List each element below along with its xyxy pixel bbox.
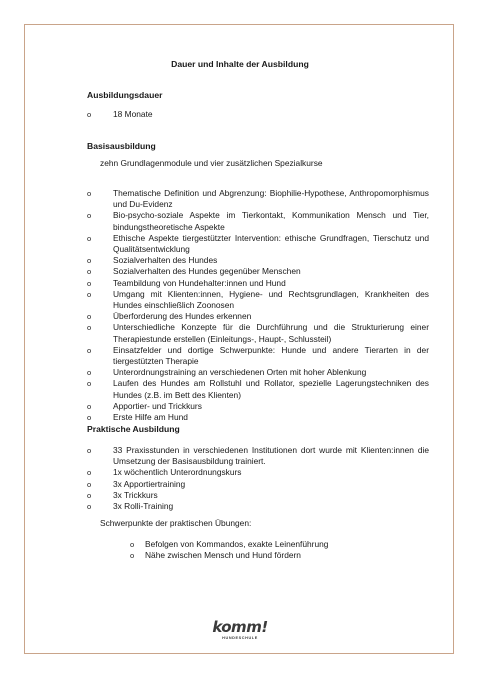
list-item-text: Überforderung des Hundes erkennen [113,311,252,322]
list-item-text: 3x Apportiertraining [113,478,186,489]
bullet-marker: o [87,278,92,288]
list-item [87,233,429,255]
list-item [87,501,429,512]
list-item-text: Unterschiedliche Konzepte für die Durchführung und die Strukturierung einer Therapiestunde erstellen (Einleitungs-, Haupt-, Schlussteil) [113,322,429,344]
list-item [87,289,429,311]
bullet-marker: o [87,323,92,333]
list-item [87,378,429,400]
document-title: Dauer und Inhalte der Ausbildung [171,59,309,69]
list-item [87,445,429,467]
list-item-text: Umgang mit Klienten:innen, Hygiene- und Rechtsgrundlagen, Krankheiten des Hundes einschließlich Zoonosen [113,288,429,311]
list-item [87,490,429,501]
bullet-marker: o [87,468,92,478]
list-item-text: Apportier- und Trickkurs [113,400,202,411]
list-item [87,188,429,210]
basis-intro: zehn Grundlagenmodule und vier zusätzlichen Spezialkurse [100,158,323,168]
schwerpunkte-label: Schwerpunkte der praktischen Übungen: [100,518,252,528]
bullet-marker: o [87,233,92,243]
list-item-text: 3x Rolli-Training [113,501,174,512]
bullet-marker: o [87,446,92,455]
list-item-text: Erste Hilfe am Hund [113,412,188,423]
list-item [87,467,429,478]
heading-praktische-ausbildung: Praktische Ausbildung [87,424,180,434]
bullet-marker: o [87,211,92,221]
list-item-text: Laufen des Hundes am Rollstuhl und Rollator, spezielle Lagerungstechniken des Hundes (z.B. im Bett des Klienten) [113,378,429,400]
list-item [87,109,429,120]
bullet-marker: o [87,267,92,277]
bullet-marker: o [87,490,92,500]
list-item [87,479,429,490]
list-praxis [87,445,429,512]
list-item [87,278,429,289]
list-item-text: Sozialverhalten des Hundes [113,255,218,266]
list-item-text: Befolgen von Kommandos, exakte Leinenführung [145,539,329,549]
list-item-text: 33 Praxisstunden in verschiedenen Institutionen dort wurde mit Klienten:innen die Umsetzung der Basisausbildung trainiert. [113,445,429,467]
bullet-marker: o [87,401,92,411]
list-item-text: Thematische Definition und Abgrenzung: Biophilie-Hypothese, Anthropomorphismus und Du-Evidenz [113,188,429,210]
list-item [87,412,429,423]
heading-basisausbildung: Basisausbildung [87,141,156,151]
list-item [130,539,400,550]
bullet-marker: o [87,368,92,378]
list-item [130,550,400,561]
list-item-text: Teambildung von Hundehalter:innen und Hund [113,277,286,288]
list-item-text: Einsatzfelder und dortige Schwerpunkte: Hunde und andere Tierarten in der tiergestützten Therapie [113,344,429,367]
list-item-text: Bio-psycho-soziale Aspekte im Tierkontakt, Kommunikation Mensch und Tier, bindungstheoretische Aspekte [113,210,429,232]
logo-tagline: HUNDESCHULE [222,636,258,640]
bullet-marker: o [87,379,92,389]
list-item [87,345,429,367]
bullet-marker: o [87,110,92,119]
list-item-text: 3x Trickkurs [113,489,158,500]
list-item [87,311,429,322]
bullet-marker: o [87,256,92,266]
bullet-marker: o [87,413,92,423]
list-item-text: 18 Monate [113,109,153,119]
heading-ausbildungsdauer: Ausbildungsdauer [87,90,163,100]
list-item [87,367,429,378]
list-item [87,255,429,266]
list-item [87,322,429,344]
list-item [87,210,429,232]
list-item-text: Sozialverhalten des Hundes gegenüber Menschen [113,266,301,277]
bullet-marker: o [87,502,92,512]
logo-wordmark: komm! [212,618,268,636]
list-item [87,266,429,277]
bullet-marker: o [87,345,92,355]
list-dauer [87,109,429,120]
list-item-text: Unterordnungstraining an verschiedenen Orten mit hoher Ablenkung [113,367,367,378]
bullet-marker: o [130,540,135,549]
bullet-marker: o [87,189,92,198]
list-item-text: Nähe zwischen Mensch und Hund fördern [145,550,301,561]
list-basis [87,188,429,423]
logo [0,620,480,640]
bullet-marker: o [130,551,135,561]
bullet-marker: o [87,289,92,299]
bullet-marker: o [87,479,92,489]
list-item [87,401,429,412]
bullet-marker: o [87,312,92,322]
list-item-text: 1x wöchentlich Unterordnungskurs [113,467,242,478]
list-item-text: Ethische Aspekte tiergestützter Intervention: ethische Grundfragen, Tierschutz und Qualitätsentwicklung [113,232,429,255]
list-schwerpunkte [130,539,400,561]
